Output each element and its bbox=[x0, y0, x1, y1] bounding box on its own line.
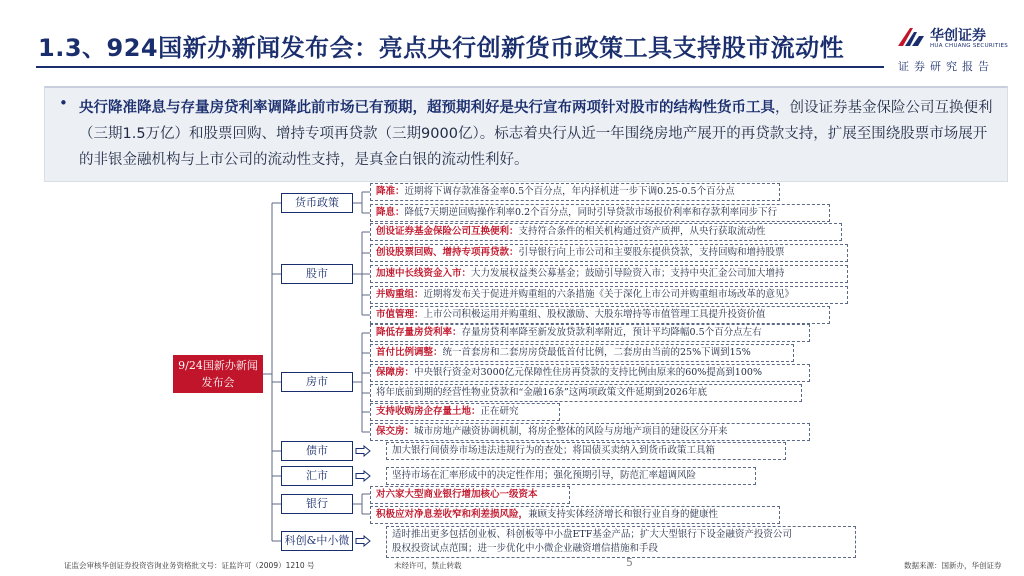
item-keyword: 加速中长线资金入市： bbox=[376, 268, 472, 279]
category-fx-market: 汇市 bbox=[281, 466, 353, 486]
item-text: 正在研究 bbox=[480, 406, 519, 417]
item-fx-market bbox=[386, 467, 756, 485]
item-policy-extension bbox=[370, 384, 802, 402]
item-text: 存量房贷利率降至新发放贷款利率附近，预计平均降幅0.5个百分点左右 bbox=[461, 327, 762, 338]
root-node: 9/24国新办新闻发布会 bbox=[173, 355, 263, 393]
item-keyword: 首付比例调整： bbox=[376, 347, 443, 358]
item-buyback-relending bbox=[370, 244, 848, 262]
item-text: 支持符合条件的相关机构通过资产质押，从央行获取流动性 bbox=[518, 226, 766, 237]
item-down-payment bbox=[370, 344, 794, 362]
logo-name-en: HUA CHUANG SECURITIES bbox=[930, 43, 1009, 49]
item-land-acquisition bbox=[370, 403, 560, 421]
summary-rest: ，创设证券基金保险公司互换便利（三期1.5万亿）和股票回购、增持专项再贷款（三期9000亿）。标志着央行从近一年围绕房地产展开的再贷款支持，扩展至围绕股票市场展开的非银金融机构与上市公司的流动性支持，是真金白银的流动性利好。 bbox=[79, 100, 993, 168]
summary-highlight: 央行降准降息与存量房贷利率调降此前市场已有预期，超预期利好是央行宣布两项针对股市的结构性货币工具 bbox=[79, 100, 775, 116]
item-keyword: 降低存量房贷利率： bbox=[376, 327, 462, 338]
logo-name-cn: 华创证券 bbox=[930, 28, 986, 44]
item-text-line1: 适时推出更多包括创业板、科创板等中小盘ETF基金产品；扩大大型银行下设金融资产投资公司 bbox=[392, 529, 792, 540]
item-bond-market bbox=[386, 442, 786, 460]
item-text-line2: 股权投资试点范围；进一步优化中小微企业融资增信措施和手段 bbox=[392, 543, 659, 554]
item-text: 加大银行间债券市场违法违规行为的查处；将国债买卖纳入到货币政策工具箱 bbox=[392, 445, 716, 456]
item-text: 兼顾支持实体经济增长和银行业自身的健康性 bbox=[528, 509, 719, 520]
item-keyword: 创设证券基金保险公司互换便利： bbox=[376, 226, 519, 237]
item-keyword: 积极应对净息差收窄和利差损风险， bbox=[376, 509, 529, 520]
bullet-icon: • bbox=[59, 94, 68, 112]
item-market-value-mgmt bbox=[370, 306, 830, 324]
item-keyword: 降息： bbox=[376, 207, 405, 218]
item-keyword: 支持收购房企存量土地： bbox=[376, 406, 481, 417]
item-housing-delivery bbox=[370, 423, 810, 441]
item-keyword: 保交房： bbox=[376, 426, 415, 437]
item-text: 近期将发布关于促进并购重组的六条措施《关于深化上市公司并购重组市场改革的意见》 bbox=[423, 289, 795, 300]
footer-license: 证监会审核华创证券投资咨询业务资格批文号：证监许可（2009）1210 号 bbox=[64, 561, 315, 570]
item-interest-margin bbox=[370, 506, 780, 524]
item-keyword: 保障房： bbox=[376, 367, 415, 378]
item-keyword: 市值管理： bbox=[376, 309, 424, 320]
item-keyword: 并购重组： bbox=[376, 289, 424, 300]
item-text: 将年底前到期的经营性物业贷款和“金融16条”这两项政策文件延期到2026年底 bbox=[376, 387, 707, 398]
item-keyword: 创设股票回购、增持专项再贷款： bbox=[376, 247, 519, 258]
item-affordable-housing bbox=[370, 364, 810, 382]
item-text: 统一首套房和二套房房贷最低首付比例，二套房由当前的25%下调到15% bbox=[442, 347, 751, 358]
category-tech-sme: 科创&中小微 bbox=[281, 531, 353, 551]
category-banks: 银行 bbox=[281, 494, 353, 514]
item-text: 引导银行向上市公司和主要股东提供贷款，支持回购和增持股票 bbox=[518, 247, 785, 258]
item-etf-sme bbox=[386, 526, 856, 558]
category-property-market: 房市 bbox=[281, 372, 353, 392]
arrow-right-icon bbox=[355, 445, 371, 457]
item-text: 上市公司积极运用并购重组、股权激励、大股东增持等市值管理工具提升投资价值 bbox=[423, 309, 766, 320]
footer-source: 数据来源：国新办，华创证券 bbox=[904, 561, 1002, 570]
item-text: 近期将下调存款准备金率0.5个百分点，年内择机进一步下调0.25-0.5个百分点 bbox=[404, 186, 735, 197]
item-keyword: 对六家大型商业银行增加核心一级资本 bbox=[376, 489, 538, 500]
item-text: 大力发展权益类公募基金；鼓励引导险资入市；支持中央汇金公司加大增持 bbox=[471, 268, 785, 279]
item-keyword: 降准： bbox=[376, 186, 405, 197]
page-number: 5 bbox=[626, 556, 633, 569]
page-title: 1.3、924国新办新闻发布会：亮点央行创新货币政策工具支持股市流动性 bbox=[38, 34, 845, 62]
category-bond-market: 债市 bbox=[281, 441, 353, 461]
item-mergers bbox=[370, 286, 848, 304]
footer-notice: 未经许可，禁止转载 bbox=[394, 561, 462, 570]
item-long-term-funds bbox=[370, 265, 848, 283]
item-bank-capital bbox=[370, 486, 570, 504]
report-label: 证券研究报告 bbox=[898, 60, 994, 73]
item-rate-cut bbox=[370, 204, 830, 222]
item-text: 城市房地产融资协调机制，将房企整体的风险与房地产项目的建设区分开来 bbox=[414, 426, 728, 437]
item-rrr-cut bbox=[370, 183, 780, 201]
item-mortgage-rate bbox=[370, 324, 810, 342]
item-swap-facility bbox=[370, 223, 842, 241]
item-text: 降低7天期逆回购操作利率0.2个百分点，同时引导贷款市场报价利率和存款利率同步下行 bbox=[404, 207, 778, 218]
arrow-right-icon bbox=[355, 535, 371, 547]
item-text: 坚持市场在汇率形成中的决定性作用；强化预期引导，防范汇率超调风险 bbox=[392, 470, 697, 481]
item-text: 中央银行资金对3000亿元保障性住房再贷款的支持比例由原来的60%提高到100% bbox=[414, 367, 762, 378]
arrow-right-icon bbox=[355, 470, 371, 482]
category-stock-market: 股市 bbox=[281, 264, 353, 284]
category-monetary-policy: 货币政策 bbox=[281, 193, 353, 213]
